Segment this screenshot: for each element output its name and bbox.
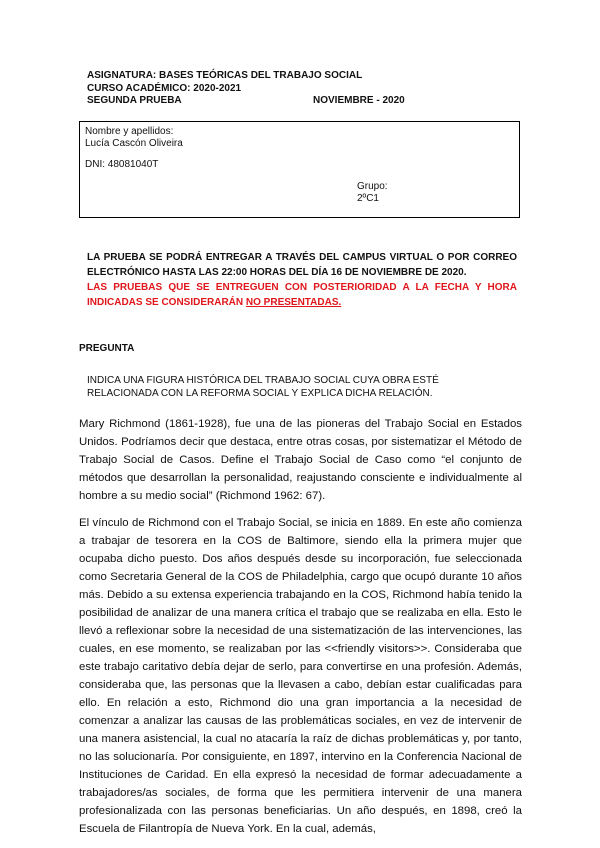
late-warning — [87, 280, 517, 310]
group-value: 2ºC1 — [357, 193, 379, 204]
student-dni: DNI: 48081040T — [85, 159, 159, 170]
question-text: INDICA UNA FIGURA HISTÓRICA DEL TRABAJO SOCIAL CUYA OBRA ESTÉ RELACIONADA CON LA REFORMA SOCIAL Y EXPLICA DICHA RELACIÓN. — [87, 375, 439, 399]
subject-line: ASIGNATURA: BASES TEÓRICAS DEL TRABAJO SOCIAL — [87, 70, 363, 81]
student-name: Lucía Cascón Oliveira — [85, 138, 183, 149]
late-warning-underlined: NO PRESENTADAS. — [245, 297, 342, 308]
name-label: Nombre y apellidos: — [85, 126, 174, 137]
student-info-box — [79, 121, 520, 218]
exam-row — [87, 95, 507, 108]
late-warning-text: LAS PRUEBAS QUE SE ENTREGUEN CON POSTERIORIDAD A LA FECHA Y HORA INDICADAS SE CONSIDERARÁN — [87, 282, 517, 308]
answer-paragraph-1: Mary Richmond (1861-1928), fue una de las pioneras del Trabajo Social en Estados Unidos. Podríamos decir que destaca, entre otras cosas, por sistematizar el Método de Trabajo Social de Casos. Define el Trabajo Social de Caso como “el conjunto de métodos que desarrollan la personalidad, reajustando consciente e individualmente al hombre a su medio social” (Richmond 1962: 67). — [79, 418, 522, 502]
course-line: CURSO ACADÉMICO: 2020-2021 — [87, 82, 242, 94]
notice-deadline: LA PRUEBA SE PODRÁ ENTREGAR A TRAVÉS DEL CAMPUS VIRTUAL O POR CORREO ELECTRÓNICO HASTA LAS 22:00 HORAS DEL DÍA 16 DE NOVIEMBRE DE 2020. — [87, 252, 517, 278]
group-label: Grupo: — [357, 181, 388, 192]
answer-paragraph-2: El vínculo de Richmond con el Trabajo Social, se inicia en 1889. En este año comienza a trabajar de tesorera en la COS de Baltimore, siendo ella la primera mujer que ocupaba dicho puesto. Dos años después desde su incorporación, fue seleccionada como Secretaria General de la COS de Philadelphia, cargo que ocupó durante 10 años más. Debido a su extensa experiencia trabajando en la COS, Richmond había tenido la posibilidad de analizar de una manera crítica el trabajo que se realizaba en ella. Esto le llevó a reflexionar sobre la necesidad de una sistematización de las intervenciones, las cuales, en ese momento, se realizaban por las <<friendly visitors>>. Consideraba que este trabajo caritativo debía dejar de serlo, para convertirse en una profesión. Además, consideraba que, las personas que la llevasen a cabo, debían estar cualificadas para ello. En relación a esto, Richmond dio una gran importancia a la necesidad de comenzar a analizar las causas de las problemáticas sociales, en vez de intervenir de una manera asistencial, la cual no atacaría la raíz de dichas problemáticas y, por tanto, no las solucionaría. Por consiguiente, en 1897, intervino en la Conferencia Nacional de Instituciones de Caridad. En ella expresó la necesidad de formar adecuadamente a trabajadores/as sociales, de forma que les permitiera intervenir de una manera profesionalizada con las personas beneficiarias. Un año después, en 1898, creó la Escuela de Filantropía de Nueva York. En la cual, además, — [79, 517, 522, 835]
submission-notice — [87, 250, 517, 310]
exam-label: SEGUNDA PRUEBA — [87, 95, 182, 106]
question-heading: PREGUNTA — [79, 343, 135, 354]
exam-date: NOVIEMBRE - 2020 — [313, 95, 405, 106]
document-header — [87, 70, 507, 108]
